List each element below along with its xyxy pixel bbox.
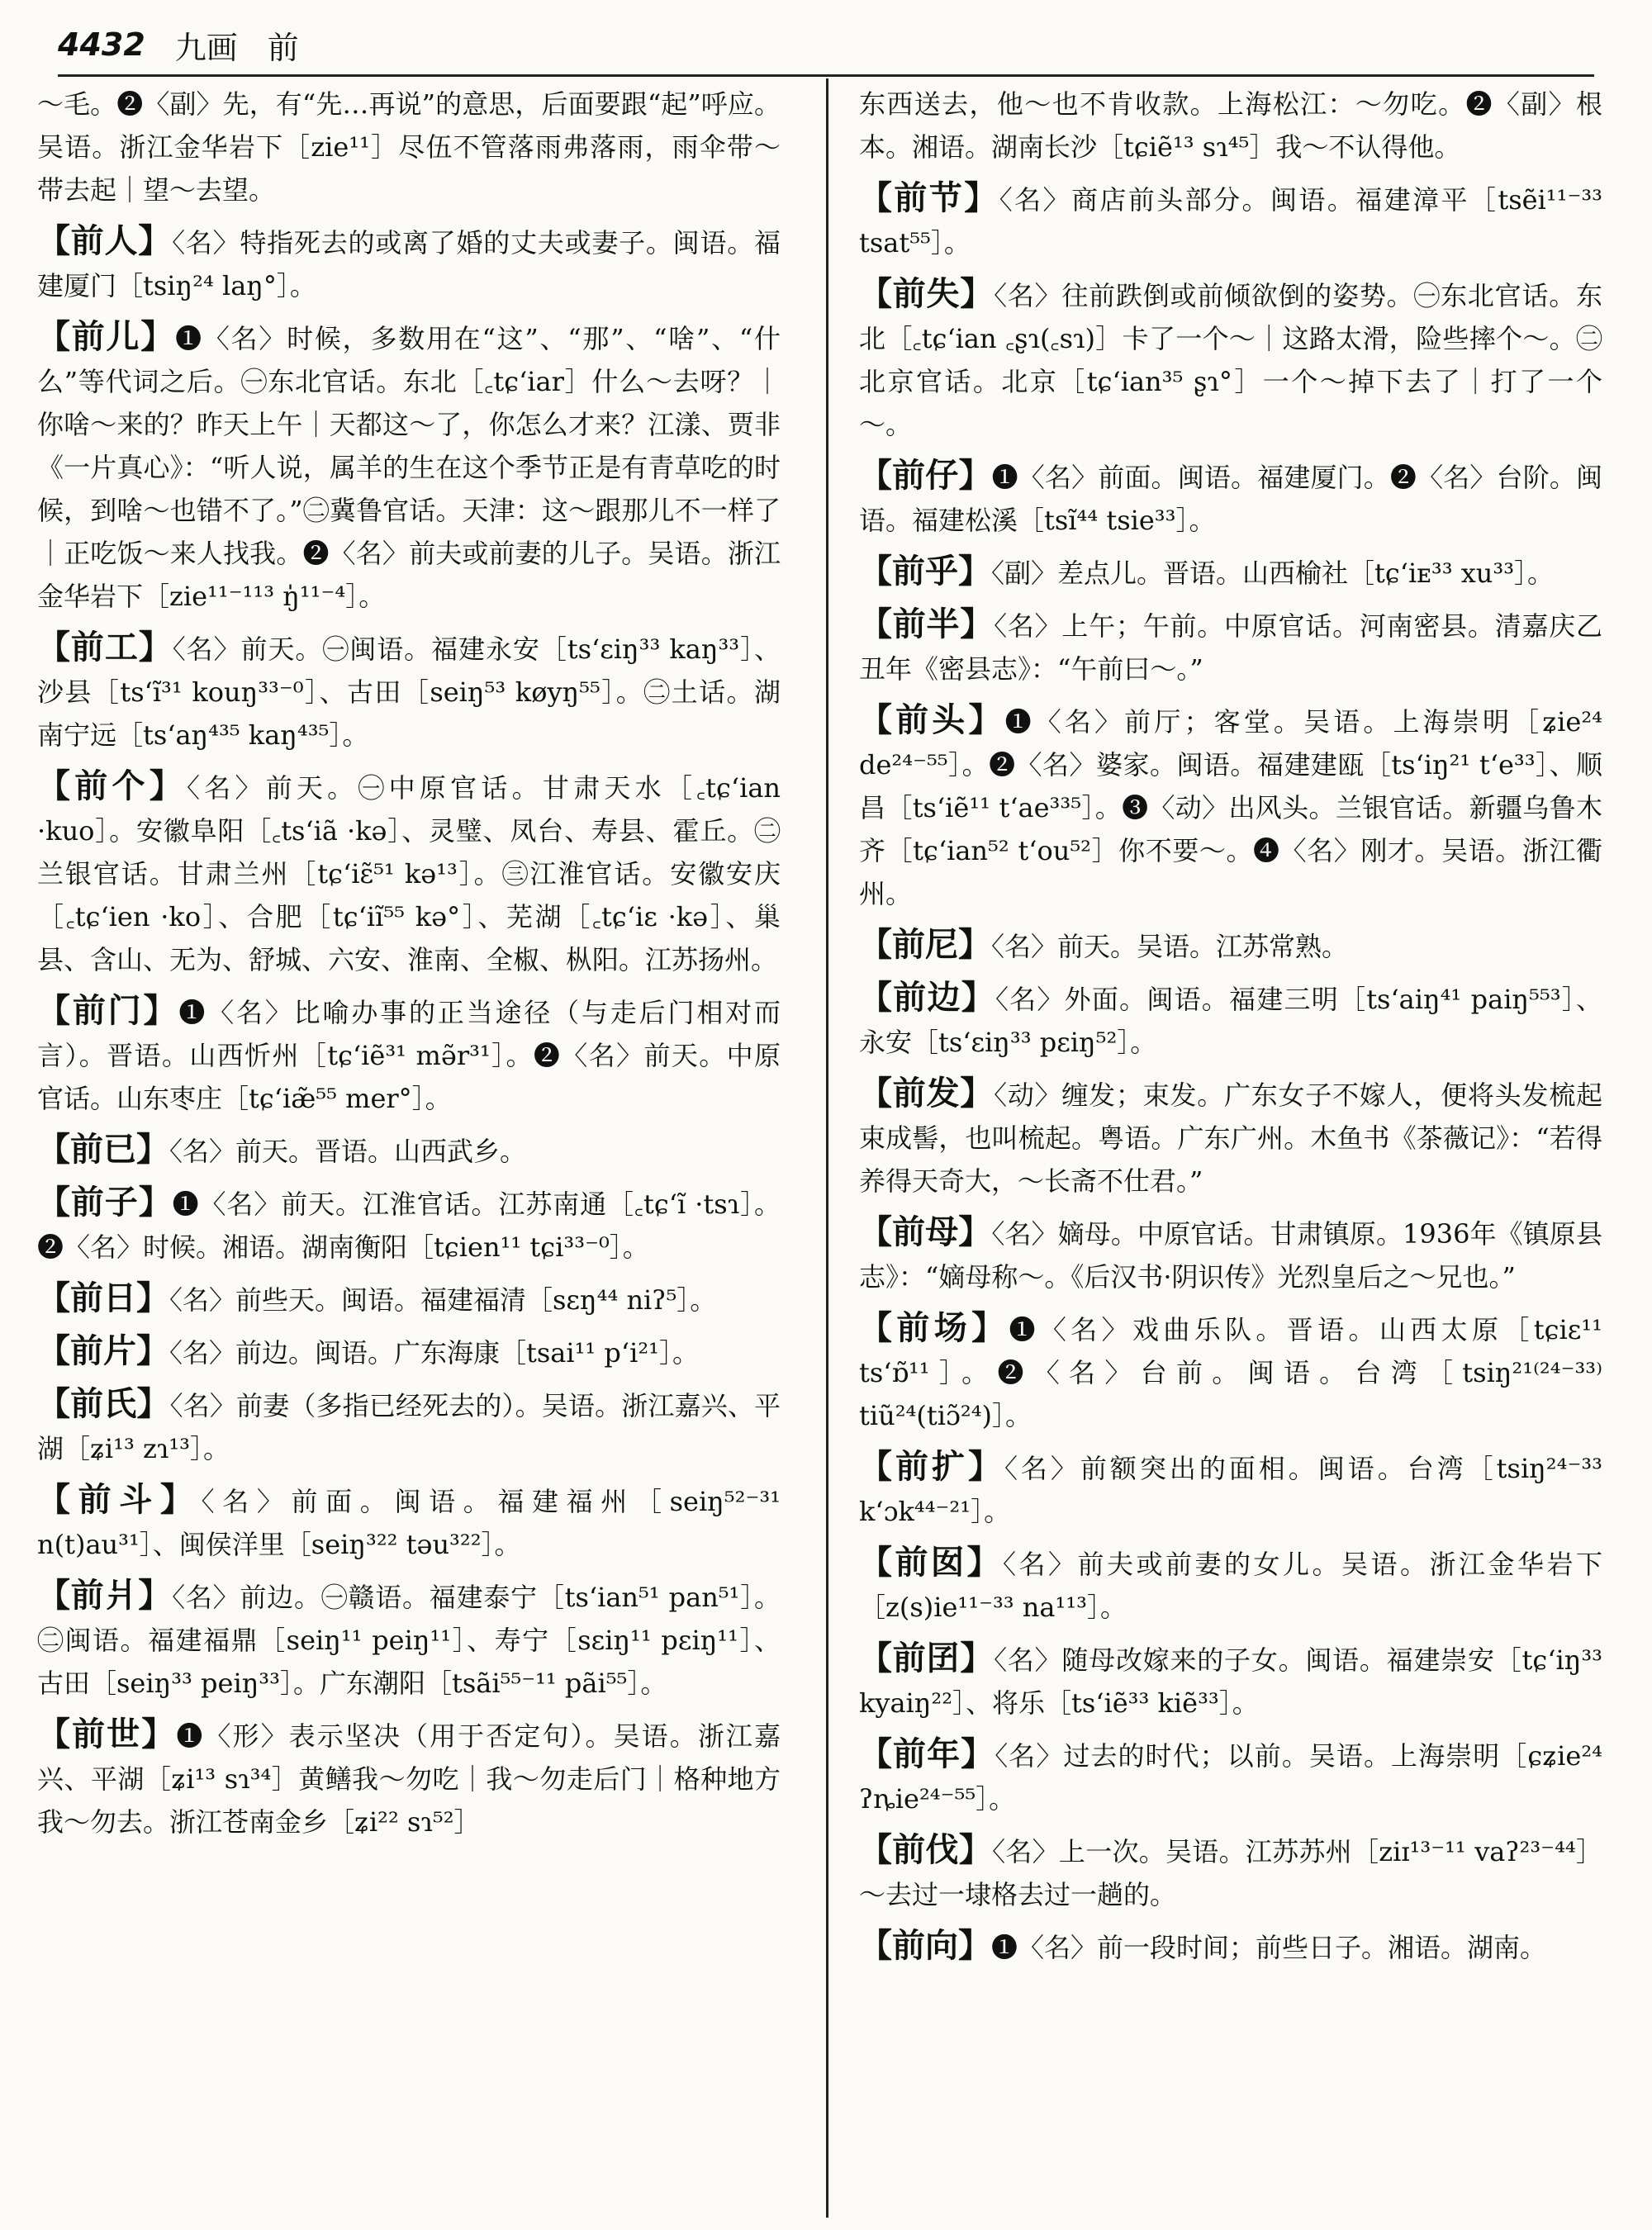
dictionary-entry xyxy=(859,1541,1602,1629)
entry-headword: 【前边】 xyxy=(859,978,995,1017)
entry-definition: 〈名〉前边。㊀赣语。福建泰宁［tsʻian⁵¹ pan⁵¹］。㊁闽语。福建福鼎［seiŋ¹¹ peiŋ¹¹］、寿宁［sɛiŋ¹¹ pɛiŋ¹¹］、古田［seiŋ³³ peiŋ³³］。广东潮阳［tsãi⁵⁵⁻¹¹ pãi⁵⁵］。 xyxy=(37,1582,781,1699)
dictionary-entry xyxy=(859,177,1602,264)
entry-headword: 【前氏】 xyxy=(37,1384,170,1423)
entry-definition: ❶〈名〉前面。闽语。福建厦门。❷〈名〉台阶。闽语。福建松溪［tsĩ⁴⁴ tsie³³］。 xyxy=(859,462,1602,536)
entry-definition: 〈名〉前天。晋语。山西武乡。 xyxy=(169,1136,527,1167)
left-column xyxy=(37,83,781,1852)
entry-definition: 〈名〉前妻（多指已经死去的）。吴语。浙江嘉兴、平湖［ʑi¹³ zɿ¹³］。 xyxy=(37,1390,781,1464)
dictionary-entry xyxy=(859,976,1602,1064)
entry-headword: 【前仔】 xyxy=(859,456,992,495)
dictionary-entry xyxy=(37,765,781,981)
entry-headword: 【前工】 xyxy=(37,628,173,667)
dictionary-entry xyxy=(37,220,781,307)
entry-headword: 【前儿】 xyxy=(37,317,176,356)
dictionary-entry xyxy=(37,989,781,1120)
dictionary-entry xyxy=(37,1478,781,1566)
entry-definition: ❶〈名〉前厅；客堂。吴语。上海崇明［ʑie²⁴ de²⁴⁻⁵⁵］。❷〈名〉婆家。闽语。福建建瓯［tsʻiŋ²¹ tʻe³³］、顺昌［tsʻiẽ¹¹ tʻae³³⁵］。❸〈动〉出风头。兰银官话。新疆乌鲁木齐［tɕʻian⁵² tʻou⁵²］你不要～。❹〈名〉刚才。吴语。浙江衢州。 xyxy=(859,706,1602,909)
entry-headword: 【前半】 xyxy=(859,605,995,643)
dictionary-entry xyxy=(859,699,1602,915)
dictionary-entry xyxy=(37,1713,781,1843)
page-header xyxy=(58,15,1594,77)
entry-headword: 【前囡】 xyxy=(859,1543,1003,1582)
entry-list xyxy=(37,220,781,1843)
entry-definition: 〈名〉随母改嫁来的子女。闽语。福建崇安［tɕʻiŋ³³ kyaiŋ²²］、将乐［tsʻiẽ³³ kiẽ³³］。 xyxy=(859,1644,1602,1719)
entry-definition: 〈动〉缠发；束发。广东女子不嫁人，便将头发梳起束成髻，也叫梳起。粤语。广东广州。木鱼书《茶薇记》：“若得养得天奇大，～长斋不仕君。” xyxy=(859,1079,1602,1197)
dictionary-entry xyxy=(859,1072,1602,1203)
dictionary-entry xyxy=(37,1330,781,1374)
continuation-text: ～毛。❷〈副〉先，有“先…再说”的意思，后面要跟“起”呼应。吴语。浙江金华岩下［zie¹¹］尽伍不管落雨弗落雨，雨伞带～带去起｜望～去望。 xyxy=(37,88,781,206)
dictionary-entry xyxy=(859,1637,1602,1725)
entry-definition: 〈名〉前天。㊀中原官话。甘肃天水［꜀tɕʻian ·kuo］。安徽阜阳［꜀tsʻiã ·kə］、灵璧、凤台、寿县、霍丘。㊁兰银官话。甘肃兰州［tɕʻiɛ̃⁵¹ kə¹³］。㊂江淮官话。安徽安庆［꜀tɕʻien ·ko］、合肥［tɕʻiĩ⁵⁵ kə°］、芜湖［꜀tɕʻiɛ ·kə］、巢县、含山、无为、舒城、六安、淮南、全椒、枞阳。江苏扬州。 xyxy=(37,772,781,975)
entry-definition: ❶〈名〉比喻办事的正当途径（与走后门相对而言）。晋语。山西忻州［tɕʻiẽ³¹ mə̃r³¹］。❷〈名〉前天。中原官话。山东枣庄［tɕʻiæ̃⁵⁵ mer°］。 xyxy=(37,997,781,1114)
dictionary-entry xyxy=(859,1307,1602,1437)
entry-definition: ❶〈名〉前一段时间；前些日子。湘语。湖南。 xyxy=(991,1932,1547,1963)
entry-headword: 【前爿】 xyxy=(37,1576,173,1615)
entry-headword: 【前人】 xyxy=(37,221,173,260)
entry-definition: 〈名〉上午；午前。中原官话。河南密县。清嘉庆乙丑年《密县志》：“午前曰～。” xyxy=(859,610,1602,685)
dictionary-entry xyxy=(37,1277,781,1321)
entry-definition: 〈名〉前夫或前妻的女儿。吴语。浙江金华岩下［z(s)ie¹¹⁻³³ na¹¹³］。 xyxy=(859,1549,1602,1623)
entry-definition: 〈名〉往前跌倒或前倾欲倒的姿势。㊀东北官话。东北［꜀tɕʻian ꜀ʂɿ(꜀sɿ)］卡了一个～｜这路太滑，险些摔个～。㊁北京官话。北京［tɕʻian³⁵ ʂɿ°］一个～掉下去了｜打了一个～。 xyxy=(859,280,1602,440)
entry-definition: 〈名〉前些天。闽语。福建福清［sɛŋ⁴⁴ niʔ⁵］。 xyxy=(169,1284,717,1316)
entry-headword: 【前场】 xyxy=(859,1308,1009,1347)
entry-headword: 【前子】 xyxy=(37,1183,173,1222)
entry-headword: 【前伐】 xyxy=(859,1830,993,1869)
dictionary-entry xyxy=(37,626,781,757)
entry-definition: 〈名〉过去的时代；以前。吴语。上海崇明［ɕʑie²⁴ ʔȵie²⁴⁻⁵⁵］。 xyxy=(859,1740,1602,1815)
entry-definition: 〈名〉前天。吴语。江苏常熟。 xyxy=(991,931,1349,962)
entry-definition: 〈名〉商店前头部分。闽语。福建漳平［tsẽi¹¹⁻³³ tsat⁵⁵］。 xyxy=(859,184,1602,259)
entry-headword: 【前扩】 xyxy=(859,1447,1004,1486)
entry-definition: 〈名〉特指死去的或离了婚的丈夫或妻子。闽语。福建厦门［tsiŋ²⁴ laŋ°］。 xyxy=(37,227,781,301)
entry-definition: 〈名〉前额突出的面相。闽语。台湾［tsiŋ²⁴⁻³³ kʻɔk⁴⁴⁻²¹］。 xyxy=(859,1453,1602,1527)
entry-headword: 【前失】 xyxy=(859,274,995,313)
column-divider xyxy=(826,78,828,2218)
dictionary-entry xyxy=(37,316,781,618)
entry-headword: 【前节】 xyxy=(859,178,999,217)
entry-definition: ❶〈名〉戏曲乐队。晋语。山西太原［tɕiɛ¹¹ tsʻɒ̃¹¹］。❷〈名〉台前。闽语。台湾［tsiŋ²¹⁽²⁴⁻³³⁾ tiũ²⁴(tiɔ̃²⁴)］。 xyxy=(859,1314,1602,1431)
entry-headword: 【前斗】 xyxy=(37,1480,202,1519)
entry-definition: ❶〈名〉前天。江淮官话。江苏南通［꜀tɕʻĩ ·tsɿ］。❷〈名〉时候。湘语。湖南衡阳［tɕien¹¹ tɕi³³⁻⁰］。 xyxy=(37,1189,781,1263)
entry-definition: 〈副〉差点儿。晋语。山西榆社［tɕʻiᴇ³³ xu³³］。 xyxy=(991,558,1555,589)
section-label: 九画 xyxy=(174,29,238,66)
right-column xyxy=(859,83,1602,1977)
entry-definition: 〈名〉嫡母。中原官话。甘肃镇原。1936年《镇原县志》：“嫡母称～。《后汉书·阴识传》光烈皇后之～兄也。” xyxy=(859,1218,1603,1293)
continuation-text: 东西送去，他～也不肯收款。上海松江：～勿吃。❷〈副〉根本。湘语。湖南长沙［tɕiẽ¹³ sɿ⁴⁵］我～不认得他。 xyxy=(859,88,1602,163)
entry-headword: 【前个】 xyxy=(37,766,187,805)
entry-headword: 【前片】 xyxy=(37,1331,169,1370)
entry-definition: 〈名〉前天。㊀闽语。福建永安［tsʻɛiŋ³³ kaŋ³³］、沙县［tsʻĩ³¹ kouŋ³³⁻⁰］、古田［seiŋ⁵³ køyŋ⁵⁵］。㊁土话。湖南宁远［tsʻaŋ⁴³⁵ kaŋ⁴³⁵］。 xyxy=(37,633,781,751)
entry-headword: 【前乎】 xyxy=(859,552,991,591)
entry-headword: 【前已】 xyxy=(37,1130,169,1169)
entry-headword: 【前向】 xyxy=(859,1926,991,1965)
dictionary-entry xyxy=(859,603,1602,690)
entry-headword: 【前囝】 xyxy=(859,1639,995,1677)
entry-definition: 〈名〉上一次。吴语。江苏苏州［ziɪ¹³⁻¹¹ vaʔ²³⁻⁴⁴］～去过一埭格去过一趟的。 xyxy=(859,1836,1602,1910)
dictionary-entry xyxy=(859,1733,1602,1820)
dictionary-entry xyxy=(859,1924,1602,1969)
dictionary-entry xyxy=(859,550,1602,595)
dictionary-entry xyxy=(37,1383,781,1470)
entry-list xyxy=(859,177,1602,1969)
dictionary-entry xyxy=(859,923,1602,968)
dictionary-entry xyxy=(859,1829,1602,1916)
entry-headword: 【前头】 xyxy=(859,700,1005,739)
dictionary-entry xyxy=(859,273,1602,446)
entry-definition: ❶〈形〉表示坚决（用于否定句）。吴语。浙江嘉兴、平湖［ʑi¹³ sɿ³⁴］黄鳝我～勿吃｜我～勿走后门｜格种地方我～勿去。浙江苍南金乡［ʑi²² sɿ⁵²］ xyxy=(37,1720,781,1838)
entry-headword: 【前尼】 xyxy=(859,925,991,964)
dictionary-entry xyxy=(859,1445,1602,1533)
dictionary-entry xyxy=(37,1128,781,1173)
header-char: 前 xyxy=(267,29,299,66)
dictionary-entry xyxy=(859,454,1602,542)
entry-definition: ❶〈名〉时候，多数用在“这”、“那”、“啥”、“什么”等代词之后。㊀东北官话。东北［꜀tɕʻiar］什么～去呀？｜你啥～来的？昨天上午｜天都这～了，你怎么才来？江漾、贾非《一片真心》：“听人说，属羊的生在这个季节正是有青草吃的时候，到啥～也错不了。”㊁冀鲁官话。天津：这～跟那儿不一样了｜正吃饭～来人找我。❷〈名〉前夫或前妻的儿子。吴语。浙江金华岩下［zie¹¹⁻¹¹³ ŋ̍¹¹⁻⁴］。 xyxy=(37,323,781,612)
entry-definition: 〈名〉前边。闽语。广东海康［tsai¹¹ pʻi²¹］。 xyxy=(169,1337,699,1369)
entry-definition: 〈名〉外面。闽语。福建三明［tsʻaiŋ⁴¹ paiŋ⁵⁵³］、永安［tsʻɛiŋ³³ pɛiŋ⁵²］。 xyxy=(859,984,1602,1058)
entry-headword: 【前年】 xyxy=(859,1734,995,1773)
entry-headword: 【前发】 xyxy=(859,1074,995,1113)
entry-definition: 〈名〉前面。闽语。福建福州［seiŋ⁵²⁻³¹ n(t)au³¹］、闽侯洋里［seiŋ³²² təu³²²］。 xyxy=(37,1486,781,1560)
page-number: 4432 xyxy=(58,26,145,63)
dictionary-entry xyxy=(37,1574,781,1705)
entry-headword: 【前世】 xyxy=(37,1715,177,1753)
entry-headword: 【前母】 xyxy=(859,1212,992,1251)
entry-headword: 【前日】 xyxy=(37,1279,169,1317)
dictionary-entry xyxy=(859,1211,1602,1298)
dictionary-entry xyxy=(37,1181,781,1269)
entry-headword: 【前门】 xyxy=(37,991,179,1030)
